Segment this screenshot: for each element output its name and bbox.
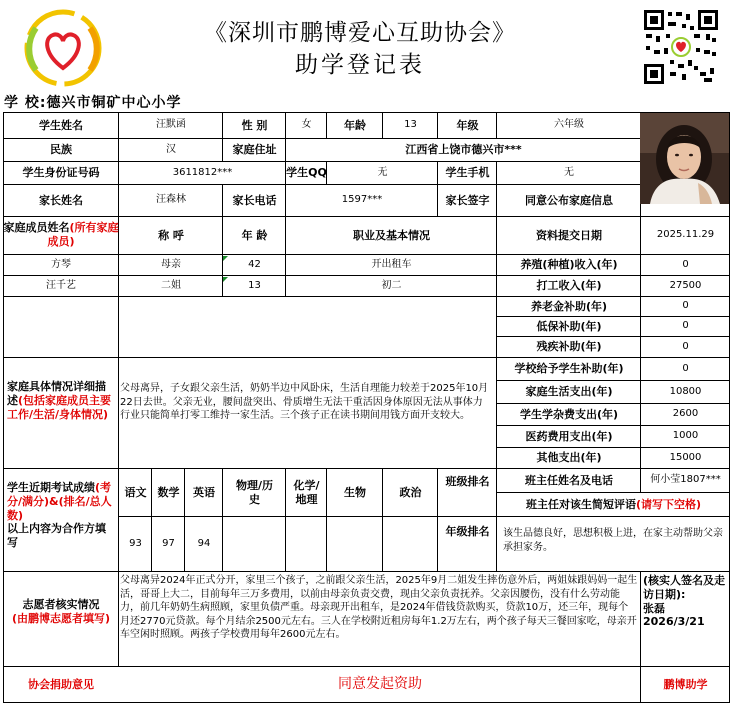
student-name-label: 学生姓名 [39,118,83,132]
finance-label: 残疾补助(年) [536,340,602,354]
situation-label-note: (包括家庭成员主要工作/生活/身体情况) [7,393,112,421]
volunteer-label-note: (由鹏博志愿者填写) [11,611,111,625]
consent-label: 同意公布家庭信息 [525,193,613,207]
comment-note: (请写下空格) [635,497,702,511]
finance-value: 2600 [672,408,699,420]
grade-label: 年级 [456,118,479,132]
form-title: 《深圳市鹏博爱心互助协会》 [204,20,516,46]
volunteer-sign-label: (核实人签名及走访日期): [643,574,726,601]
member-name: 汪千艺 [46,279,76,291]
finance-value: 0 [682,300,689,312]
finance-label: 其他支出(年) [536,451,602,465]
member-age: 13 [248,279,261,291]
student-phone-value: 无 [564,166,574,178]
cell-marker [223,277,228,282]
school-label: 学 校: [4,95,47,111]
header [0,0,734,92]
finance-value: 27500 [669,279,702,291]
decision-text: 同意发起资助 [338,676,422,693]
school-name: 德兴市铜矿中心小学 [46,95,182,111]
gender-label: 性 别 [241,118,268,132]
family-header-note: (所有家庭成员) [47,221,119,248]
member-relation: 二姐 [161,279,181,291]
finance-label: 养老金补助(年) [530,299,608,313]
comment-label: 班主任对该生简短评语 [525,497,636,511]
submit-date-label: 资料提交日期 [536,228,602,242]
ethnicity-value: 汉 [166,143,176,155]
subject-score: 97 [162,537,175,549]
situation-text: 父母离异，子女跟父亲生活，奶奶半边中风卧床，生活自理能力较差于2025年10月22日去世。父亲无业，腰间盘突出、骨质增生无法干重活因身体原因无法从事体力行业只能简单打零工维持一家生活。三个孩子正在读书期间用钱方面开支较大。 [120,383,489,421]
subject-header: 英语 [193,485,215,499]
finance-value: 0 [682,340,689,352]
finance-label: 打工收入(年) [536,279,602,293]
family-header [3,217,119,254]
subject-header: 化学/地理 [293,478,320,506]
school-line [4,92,181,112]
volunteer-signer: 张磊 [643,601,665,615]
member-name: 方琴 [51,258,71,270]
submit-date-value: 2025.11.29 [656,229,715,241]
family-col-age: 年 龄 [241,228,268,242]
volunteer-label-text: 志愿者核实情况 [22,598,100,611]
family-header-label: 家庭成员姓名 [3,221,70,234]
finance-value: 0 [682,258,689,270]
situation-label [3,358,119,468]
teacher-contact: 何小莹1807*** [650,474,721,486]
grade-rank-label: 年级排名 [445,525,490,539]
guardian-phone-label: 家长电话 [232,193,277,207]
exam-label [3,469,119,571]
comment-header [497,493,730,516]
volunteer-text: 父母离异2024年正式分开，家里三个孩子，之前跟父亲生活，2025年9月二姐发生摔伤意外后，两姐妹跟妈妈一起生活，哥哥上大二，目前每年三万多费用，以前由母亲负责交费，现由父亲负责抚养。父亲因腰伤，没有什么劳动能力，前几年奶奶生病照顾，家里负债严重。母亲现开出租车，是2024年借钱贷款购买，贷款10万，还三年，现每个月还2770元贷款。每个月结余2500元左右。三人在学校附近租房每年1.2万左右，两个孩子每天三餐回家吃，母亲开车空闲时照顾。两孩子学校费用每年2600元左右。 [120,575,638,640]
student-phone-label: 学生手机 [445,166,490,180]
volunteer-date: 2026/3/21 [643,615,705,629]
id-number-value: 3611812*** [172,166,233,178]
subject-header: 语文 [124,485,147,499]
member-age: 42 [248,258,261,270]
volunteer-sign-block [641,574,730,632]
member-job: 开出租车 [371,258,412,270]
subject-score: 94 [197,537,211,549]
gender-value: 女 [301,119,312,131]
finance-label: 学校给予学生补助(年) [514,362,624,376]
opinion-label: 协会捐助意见 [28,678,94,692]
exam-label-text: 学生近期考试成绩 [7,481,95,494]
age-value: 13 [404,119,417,131]
exam-label-note: (考分/满分)&(排名/总人数) [7,481,112,522]
finance-label: 医药费用支出(年) [525,429,613,443]
volunteer-label [3,572,119,666]
address-label: 家庭住址 [232,143,277,157]
ethnicity-label: 民族 [50,143,72,157]
situation-label-text: 家庭具体情况详细描述 [7,380,106,407]
finance-value: 15000 [669,451,702,463]
guardian-sign-label: 家长签字 [445,193,490,207]
finance-label: 家庭生活支出(年) [525,385,613,399]
family-col-job: 职业及基本情况 [353,228,430,242]
age-label: 年龄 [344,118,366,132]
student-photo [640,113,729,204]
qq-value: 无 [377,166,388,178]
association-logo [22,8,104,88]
exam-label-tail: 以上内容为合作方填写 [7,522,106,549]
finance-value: 0 [682,320,689,332]
subject-header: 生物 [344,485,366,499]
cell-marker [223,256,228,261]
teacher-comment: 该生品德良好，思想积极上进，在家主动帮助父亲承担家务。 [503,528,723,553]
member-relation: 母亲 [161,258,181,270]
teacher-label: 班主任姓名及电话 [525,473,613,487]
id-number-label: 学生身份证号码 [22,166,100,180]
subject-header: 数学 [157,485,180,499]
guardian-phone: 1597*** [341,194,383,206]
student-photo-image [640,113,729,204]
qq-label: 学生QQ [286,166,327,180]
subject-score: 93 [129,537,142,549]
finance-value: 10800 [669,385,702,397]
subject-header: 物理/历史 [235,478,274,506]
finance-value: 0 [682,362,689,374]
qr-code [642,8,720,86]
guardian-name: 汪森林 [156,194,186,206]
address-value: 江西省上饶市德兴市*** [405,143,522,157]
member-job: 初二 [381,279,402,291]
finance-label: 低保补助(年) [536,319,602,333]
family-col-relation: 称 呼 [158,228,184,242]
subject-header: 政治 [399,485,422,499]
class-rank-label: 班级排名 [445,475,490,489]
form-subtitle: 助学登记表 [295,52,425,78]
student-name: 汪默函 [156,119,186,131]
org-name: 鹏博助学 [663,678,708,692]
grade-value: 六年级 [554,119,584,131]
guardian-name-label: 家长姓名 [39,193,83,207]
finance-label: 养殖(种植)收入(年) [520,258,618,272]
finance-label: 学生学杂费支出(年) [519,407,619,421]
finance-value: 1000 [672,430,699,442]
